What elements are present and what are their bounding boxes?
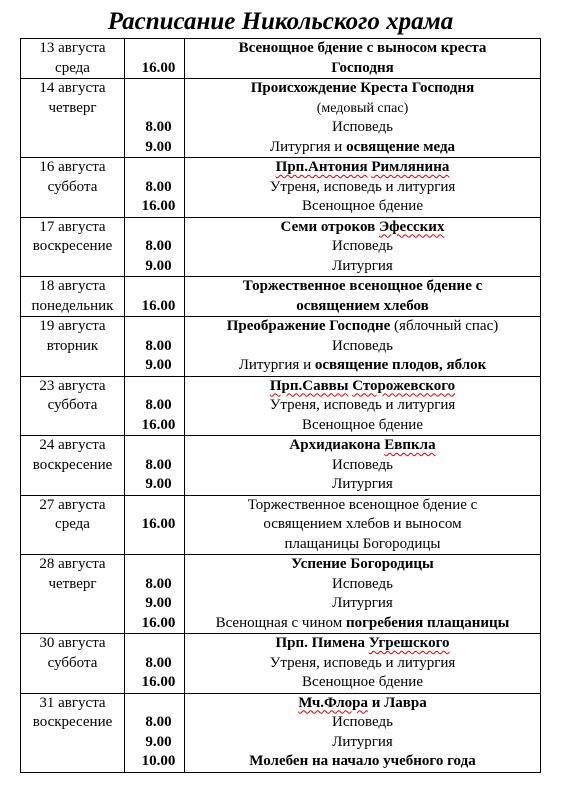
event-text: Торжественное всенощное бдение с <box>242 278 483 294</box>
service-time: 8.00 <box>145 456 172 473</box>
event-cell <box>185 555 541 634</box>
weekday-text: воскресение <box>32 714 113 730</box>
time-cell <box>125 79 185 158</box>
event-line <box>187 257 538 277</box>
event-cell <box>185 277 541 317</box>
schedule-row <box>21 39 541 79</box>
event-text: Утреня, исповедь и литургия <box>269 397 456 413</box>
service-time: 16.00 <box>141 614 176 631</box>
event-line <box>187 118 538 138</box>
event-text: Преображение Господне <box>226 318 391 334</box>
event-text: (медовый спас) <box>316 100 409 116</box>
weekday-text: среда <box>55 59 90 76</box>
event-line <box>187 654 538 674</box>
date-cell <box>21 158 125 218</box>
event-cell <box>185 693 541 772</box>
event-line <box>187 297 538 317</box>
time-cell <box>125 693 185 772</box>
service-time <box>135 496 182 516</box>
service-time: 9.00 <box>145 138 172 155</box>
event-text: Эфесских <box>378 218 445 235</box>
time-cell <box>125 376 185 436</box>
event-text: Исповедь <box>332 575 393 592</box>
time-cell <box>125 555 185 634</box>
event-text: Литургия и <box>269 138 347 155</box>
event-cell <box>185 634 541 694</box>
date-text: 28 августа <box>39 556 106 572</box>
date-cell <box>21 317 125 377</box>
page-title: Расписание Никольского храма <box>107 8 454 35</box>
event-line <box>187 337 538 357</box>
date-text: 30 августа <box>39 635 106 651</box>
event-text: и Лавра <box>367 694 427 711</box>
event-text: освящением хлебов и выносом <box>263 516 462 532</box>
service-time <box>135 634 182 654</box>
service-time <box>135 535 182 555</box>
service-time <box>135 317 182 337</box>
weekday-text: суббота <box>47 654 98 671</box>
schedule-row <box>21 317 541 377</box>
date-cell <box>21 693 125 772</box>
service-time <box>135 377 182 397</box>
service-time: 8.00 <box>145 397 172 413</box>
service-time <box>135 79 182 99</box>
event-line <box>187 396 538 416</box>
event-text: плащаницы Богородицы <box>284 535 441 552</box>
event-line <box>187 158 538 178</box>
date-text: 14 августа <box>39 80 106 96</box>
event-cell <box>185 317 541 377</box>
service-time: 9.00 <box>145 257 172 274</box>
event-line <box>187 138 538 158</box>
event-line <box>187 197 538 217</box>
time-cell <box>125 39 185 79</box>
event-line <box>187 237 538 257</box>
service-time: 16.00 <box>141 297 176 314</box>
weekday-text: воскресение <box>32 456 113 473</box>
schedule-table <box>20 38 541 773</box>
event-line <box>187 416 538 436</box>
weekday-text: вторник <box>46 337 99 354</box>
event-text: Происхождение Креста Господня <box>250 80 475 96</box>
event-line <box>187 634 538 654</box>
service-time: 9.00 <box>145 733 172 750</box>
schedule-row <box>21 277 541 317</box>
event-line <box>187 694 538 714</box>
event-text: Евпкла <box>384 437 436 453</box>
date-text: 19 августа <box>39 318 106 334</box>
service-time: 16.00 <box>141 674 176 690</box>
schedule-row <box>21 555 541 634</box>
date-cell <box>21 634 125 694</box>
service-time: 9.00 <box>145 595 172 611</box>
weekday-text: понедельник <box>31 297 114 314</box>
service-time: 8.00 <box>145 714 172 730</box>
event-text: Исповедь <box>332 119 393 135</box>
event-text: Исповедь <box>332 714 393 730</box>
event-line <box>187 99 538 119</box>
date-cell <box>21 277 125 317</box>
event-text: Утреня, исповедь и литургия <box>269 654 456 671</box>
event-cell <box>185 376 541 436</box>
event-line <box>187 218 538 238</box>
event-cell <box>185 436 541 496</box>
service-time <box>135 99 182 119</box>
service-time <box>135 158 182 178</box>
service-time <box>135 555 182 575</box>
date-text: 16 августа <box>39 159 106 175</box>
service-time <box>135 39 182 59</box>
event-text: Литургия и <box>238 357 315 373</box>
event-line <box>187 178 538 198</box>
event-text: Литургия <box>332 257 393 274</box>
event-cell <box>185 79 541 158</box>
event-text: Семи отроков <box>280 218 379 235</box>
service-time: 16.00 <box>141 416 176 433</box>
service-time <box>135 277 182 297</box>
schedule-row <box>21 376 541 436</box>
event-line <box>187 59 538 79</box>
service-time <box>135 436 182 456</box>
time-cell <box>125 217 185 277</box>
event-line <box>187 436 538 456</box>
schedule-row <box>21 217 541 277</box>
event-text: Всенощное бдение <box>302 416 423 433</box>
event-text: Литургия <box>332 733 393 750</box>
weekday-text: четверг <box>48 99 97 116</box>
service-time: 8.00 <box>145 575 172 592</box>
date-text: 23 августа <box>39 377 106 394</box>
event-line <box>187 614 538 634</box>
event-text: Угрешского <box>368 635 450 651</box>
event-text: Прп.Саввы <box>269 377 349 394</box>
event-line <box>187 277 538 297</box>
service-time: 9.00 <box>145 476 172 492</box>
event-line <box>187 356 538 376</box>
schedule-row <box>21 436 541 496</box>
event-text: Римлянина <box>371 159 450 175</box>
schedule-row <box>21 158 541 218</box>
date-cell <box>21 79 125 158</box>
event-text: Торжественное всенощное бдение с <box>247 496 478 513</box>
schedule-row <box>21 693 541 772</box>
event-text: Всенощное бдение с выносом креста <box>238 40 487 56</box>
service-time: 8.00 <box>145 119 172 135</box>
event-text: освящение меда <box>346 138 456 155</box>
date-cell <box>21 39 125 79</box>
date-text: 17 августа <box>39 218 106 235</box>
date-cell <box>21 376 125 436</box>
time-cell <box>125 158 185 218</box>
event-line <box>187 555 538 575</box>
time-cell <box>125 277 185 317</box>
event-text: Господня <box>331 59 394 76</box>
event-text: Исповедь <box>332 456 393 473</box>
event-text: Исповедь <box>332 238 393 254</box>
schedule-row <box>21 495 541 555</box>
event-line <box>187 515 538 535</box>
weekday-text: воскресение <box>32 238 113 254</box>
weekday-text: четверг <box>48 575 97 592</box>
event-line <box>187 377 538 397</box>
service-time: 10.00 <box>141 753 176 769</box>
event-text: (яблочный спас) <box>390 318 499 334</box>
date-cell <box>21 217 125 277</box>
service-time: 16.00 <box>141 198 176 214</box>
date-cell <box>21 495 125 555</box>
date-cell <box>21 436 125 496</box>
event-text: освящением хлебов <box>296 297 429 314</box>
event-line <box>187 594 538 614</box>
service-time: 9.00 <box>145 357 172 373</box>
schedule-row <box>21 79 541 158</box>
schedule-body <box>21 39 541 773</box>
event-text: Утреня, исповедь и литургия <box>269 178 456 195</box>
weekday-text: среда <box>55 516 90 532</box>
event-text: Литургия <box>332 595 393 611</box>
date-cell <box>21 555 125 634</box>
event-line <box>187 475 538 495</box>
event-text: Молебен на начало учебного года <box>249 753 476 769</box>
event-text: Прп. Пимена <box>275 635 369 651</box>
event-text: Архидиакона <box>289 437 385 453</box>
event-cell <box>185 217 541 277</box>
event-cell <box>185 158 541 218</box>
event-line <box>187 317 538 337</box>
event-line <box>187 575 538 595</box>
event-text: Всенощная с чином <box>215 614 346 631</box>
event-text: Литургия <box>332 476 393 492</box>
event-text: Всенощное бдение <box>302 674 423 690</box>
service-time: 16.00 <box>141 59 176 76</box>
time-cell <box>125 436 185 496</box>
event-text: Прп.Антония <box>275 159 368 175</box>
event-line <box>187 673 538 693</box>
event-text: Сторожевского <box>352 377 456 394</box>
event-line <box>187 535 538 555</box>
event-line <box>187 713 538 733</box>
event-line <box>187 39 538 59</box>
event-text: Всенощное бдение <box>302 198 423 214</box>
date-text: 27 августа <box>39 496 106 513</box>
event-text: Исповедь <box>332 337 393 354</box>
event-line <box>187 79 538 99</box>
service-time <box>135 694 182 714</box>
service-time: 8.00 <box>145 654 172 671</box>
service-time: 16.00 <box>141 516 176 532</box>
event-text: погребения плащаницы <box>345 614 510 631</box>
event-line <box>187 752 538 772</box>
service-time: 8.00 <box>145 178 172 195</box>
date-text: 31 августа <box>39 694 106 711</box>
date-text: 18 августа <box>39 278 106 294</box>
event-text: Успение Богородицы <box>291 556 434 572</box>
weekday-text: суббота <box>47 397 98 413</box>
service-time: 8.00 <box>145 337 172 354</box>
service-time: 8.00 <box>145 238 172 254</box>
event-line <box>187 496 538 516</box>
time-cell <box>125 317 185 377</box>
event-cell <box>185 39 541 79</box>
event-text: Мч.Флора <box>298 694 368 711</box>
date-text: 24 августа <box>39 437 106 453</box>
schedule-row <box>21 634 541 694</box>
event-line <box>187 456 538 476</box>
time-cell <box>125 634 185 694</box>
event-text: освящение плодов, яблок <box>314 357 487 373</box>
event-line <box>187 733 538 753</box>
event-cell <box>185 495 541 555</box>
date-text: 13 августа <box>39 40 106 56</box>
weekday-text: суббота <box>47 178 98 195</box>
service-time <box>135 218 182 238</box>
time-cell <box>125 495 185 555</box>
